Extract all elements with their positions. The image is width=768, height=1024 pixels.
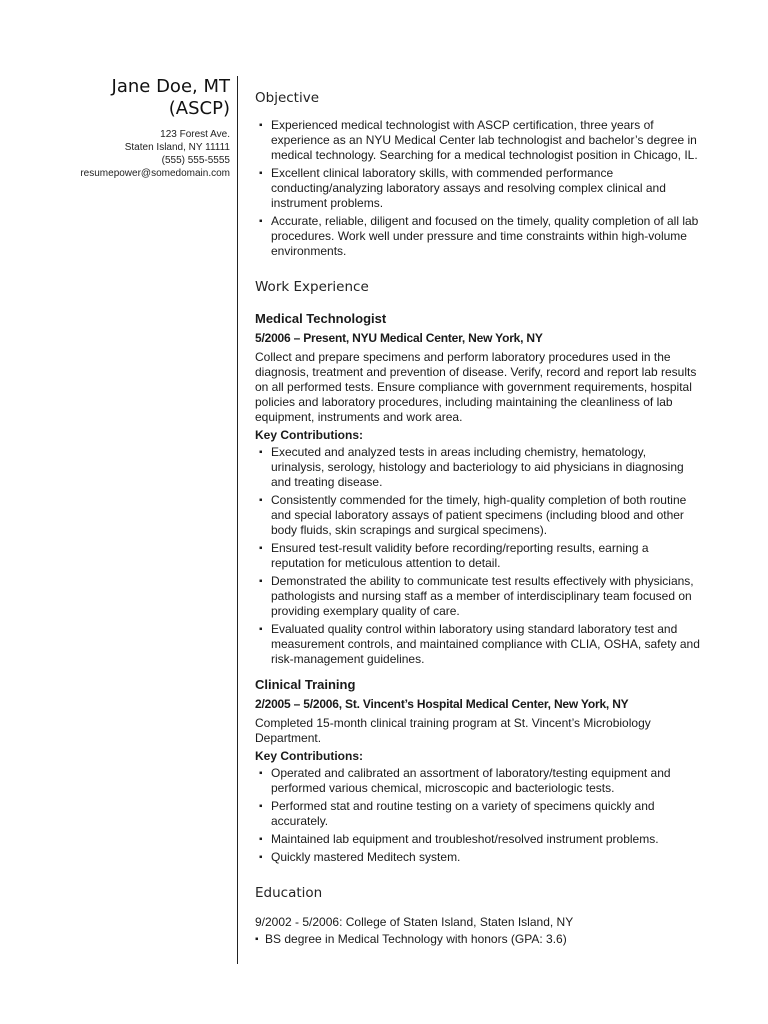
resume-body xyxy=(255,90,700,947)
list-item: ▪ Ensured test-result validity before recording/reporting results, earning a reputation for meticulous attention to detail. xyxy=(255,541,700,571)
education-section xyxy=(255,885,700,947)
job-dates: 2/2005 – 5/2006, St. Vincent’s Hospital Medical Center, New York, NY xyxy=(255,697,629,711)
work-experience-section xyxy=(255,279,700,865)
divider-line xyxy=(237,76,238,964)
contact-info xyxy=(0,128,230,180)
job-description: Collect and prepare specimens and perform laboratory procedures used in the diagnosis, treatment and prevention of disease. Verify, record and report lab results on all performed tests. Ensure compliance with government requirements, hospital policies and laboratory procedures, including maintaining the cleanliness of lab equipment, instruments and work area. xyxy=(255,350,697,424)
name-line-1: Jane Doe, MT xyxy=(111,76,230,97)
list-item: ▪ Demonstrated the ability to communicate test results effectively with physicians, pathologists and nursing staff as a member of interdisciplinary team focused on providing exemplary quality of care. xyxy=(255,574,700,619)
email-address: resumepower@somedomain.com xyxy=(80,168,230,179)
key-contributions-label: Key Contributions: xyxy=(255,749,363,763)
name-line-2: (ASCP) xyxy=(168,98,230,119)
contributions-list xyxy=(255,445,700,667)
key-contributions-label: Key Contributions: xyxy=(255,428,363,442)
list-item: ▪ Maintained lab equipment and troubleshot/resolved instrument problems. xyxy=(255,832,700,847)
list-item: ▪ Executed and analyzed tests in areas including chemistry, hematology, urinalysis, serology, histology and bacteriology to aid physicians in diagnosing and treating disease. xyxy=(255,445,700,490)
list-item: ▪ Excellent clinical laboratory skills, with commended performance conducting/analyzing laboratory assays and resolving complex clinical and instrument problems. xyxy=(255,166,700,211)
contact-sidebar xyxy=(0,76,230,180)
education-degree: ▪ BS degree in Medical Technology with honors (GPA: 3.6) xyxy=(255,932,700,947)
list-item: ▪ Experienced medical technologist with ASCP certification, three years of experience as an NYU Medical Center lab technologist and bachelor’s degree in medical technology. Searching for a medical technologist position in Chicago, IL. xyxy=(255,118,700,163)
section-title-work-experience: Work Experience xyxy=(255,279,369,295)
contributions-list xyxy=(255,766,700,865)
job-title: Medical Technologist xyxy=(255,311,387,326)
objective-section xyxy=(255,90,700,259)
job-entry-medical-technologist xyxy=(255,311,700,667)
job-entry-clinical-training xyxy=(255,677,700,865)
list-item: ▪ Consistently commended for the timely, high-quality completion of both routine and special laboratory assays of patient specimens (including blood and other body fluids, skin scrapings and surgical specimens). xyxy=(255,493,700,538)
section-title-education: Education xyxy=(255,885,323,901)
list-item: ▪ Quickly mastered Meditech system. xyxy=(255,850,700,865)
list-item: ▪ Evaluated quality control within laboratory using standard laboratory test and measurement controls, and maintained compliance with CLIA, OSHA, safety and risk-management guidelines. xyxy=(255,622,700,667)
address-line-1: 123 Forest Ave. xyxy=(160,129,230,140)
objective-list xyxy=(255,118,700,259)
list-item: ▪ Accurate, reliable, diligent and focused on the timely, quality completion of all lab procedures. Work well under pressure and time constraints within high-volume environments. xyxy=(255,214,700,259)
list-item: ▪ Operated and calibrated an assortment of laboratory/testing equipment and performed various chemical, microscopic and bacteriologic tests. xyxy=(255,766,700,796)
list-item: ▪ Performed stat and routine testing on a variety of specimens quickly and accurately. xyxy=(255,799,700,829)
education-entry: 9/2002 - 5/2006: College of Staten Island, Staten Island, NY xyxy=(255,915,574,929)
job-description: Completed 15-month clinical training program at St. Vincent’s Microbiology Department. xyxy=(255,716,651,745)
address-line-2: Staten Island, NY 11111 xyxy=(124,142,230,153)
section-title-objective: Objective xyxy=(255,90,320,106)
job-dates: 5/2006 – Present, NYU Medical Center, New York, NY xyxy=(255,331,543,345)
phone-number: (555) 555-5555 xyxy=(161,155,230,166)
job-title: Clinical Training xyxy=(255,677,356,692)
candidate-name xyxy=(0,76,230,120)
